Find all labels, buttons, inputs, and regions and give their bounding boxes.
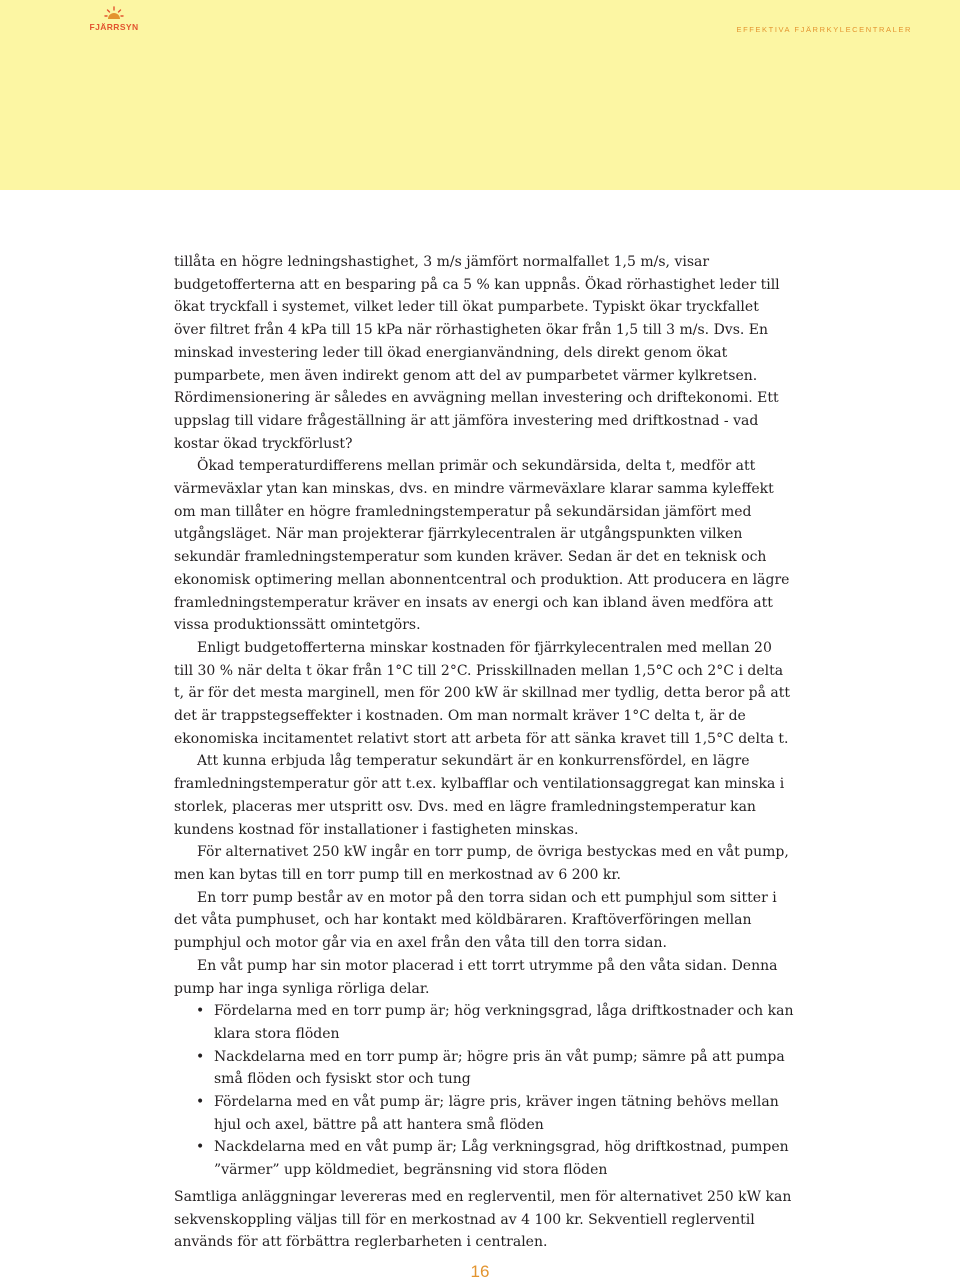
paragraph: Att kunna erbjuda låg temperatur sekundärt är en konkurrensfördel, en lägre framledningstemperatur gör att t.ex. kylbafflar och ventilationsaggregat kan minska i storlek, placeras mer utspritt osv. Dvs. med en lägre framledningstemperatur kan kundens kostnad för installationer i fastigheten minskas.: [174, 753, 785, 838]
sun-icon: [104, 6, 124, 20]
list-item: [174, 1000, 794, 1045]
bullet-icon: •: [196, 1139, 205, 1156]
paragraph: Ökad temperaturdifferens mellan primär och sekundärsida, delta t, medför att värmeväxlar ytan kan minskas, dvs. en mindre värmeväxlare klarar samma kyleffekt om man tillåter en högre framledningstemperatur på sekundärsidan jämfört med utgångsläget. När man projekterar fjärrkylecentralen är utgångspunkten vilken sekundär framledningstemperatur som kunden kräver. Sedan är det en teknisk och ekonomisk optimering mellan abonnentcentral och produktion. Att producera en lägre framledningstemperatur kräver en insats av energi och kan ibland även medföra att vissa produktionssätt omintetgörs.: [174, 458, 790, 634]
paragraph: För alternativet 250 kW ingår en torr pump, de övriga bestyckas med en våt pump, men kan bytas till en torr pump till en merkostnad av 6 200 kr.: [174, 844, 789, 883]
bullet-list: [174, 1000, 794, 1182]
fjarrsyn-logo: [86, 6, 142, 34]
paragraph: Samtliga anläggningar levereras med en reglerventil, men för alternativet 250 kW kan sekvenskoppling väljas till för en merkostnad av 4 100 kr. Sekventiell reglerventil används för att förbättra reglerbarheten i centralen.: [174, 1188, 792, 1251]
bullet-icon: •: [196, 1048, 205, 1065]
list-item: [174, 1136, 794, 1181]
section-title: EFFEKTIVA FJÄRRKYLECENTRALER: [736, 25, 912, 34]
paragraph: En våt pump har sin motor placerad i ett torrt utrymme på den våta sidan. Denna pump har inga synliga rörliga delar.: [174, 957, 778, 997]
page-number: 16: [470, 1262, 490, 1281]
bullet-icon: •: [196, 1003, 205, 1020]
paragraph: Enligt budgetofferterna minskar kostnaden för fjärrkylecentralen med mellan 20 till 30 % när delta t ökar från 1°C till 2°C. Prisskillnaden mellan 1,5°C och 2°C i delta t, är för det mesta marginell, men för 200 kW är skillnad mer tydlig, detta beror på att det är trappstegseffekter i kostnaden. Om man normalt kräver 1°C delta t, är de ekonomiska incitamentet relativt stort att arbeta för att sänka kravet till 1,5°C delta t.: [174, 639, 790, 747]
list-item: [174, 1046, 794, 1091]
list-item: [174, 1091, 794, 1136]
paragraph: En torr pump består av en motor på den torra sidan och ett pumphjul som sitter i det våta pumphuset, och har kontakt med köldbäraren. Kraftöverföringen mellan pumphjul och motor går via en axel från den våta till den torra sidan.: [174, 889, 777, 952]
list-item-text: Nackdelarna med en våt pump är; Låg verkningsgrad, hög driftkostnad, pumpen ”värmer” upp köldmediet, begränsning vid stora flöden: [214, 1139, 789, 1179]
list-item-text: Nackdelarna med en torr pump är; högre pris än våt pump; sämre på att pumpa små flöden och fysiskt stor och tung: [214, 1048, 785, 1088]
paragraph: tillåta en högre ledningshastighet, 3 m/s jämfört normalfallet 1,5 m/s, visar budgetofferterna att en besparing på ca 5 % kan uppnås. Ökad rörhastighet leder till ökat tryckfall i systemet, vilket leder till ökat pumparbete. Typiskt ökar tryckfallet över filtret från 4 kPa till 15 kPa när rörhastigheten ökar från 1,5 till 3 m/s. Dvs. En minskad investering leder till ökad energianvändning, dels direkt genom ökat pumparbete, men även indirekt genom att del av pumparbetet värmer kylkretsen. Rördimensionering är således en avvägning mellan investering och driftekonomi. Ett uppslag till vidare frågeställning är att jämföra investering med driftkostnad - vad kostar ökad tryckförlust?: [174, 254, 780, 452]
list-item-text: Fördelarna med en torr pump är; hög verkningsgrad, låga driftkostnader och kan klara stora flöden: [214, 1003, 794, 1042]
logo-text: FJÄRRSYN: [89, 22, 139, 32]
body-text: [174, 251, 794, 1254]
list-item-text: Fördelarna med en våt pump är; lägre pris, kräver ingen tätning behövs mellan hjul och axel, bättre på att hantera små flöden: [214, 1094, 779, 1133]
bullet-icon: •: [196, 1094, 205, 1111]
